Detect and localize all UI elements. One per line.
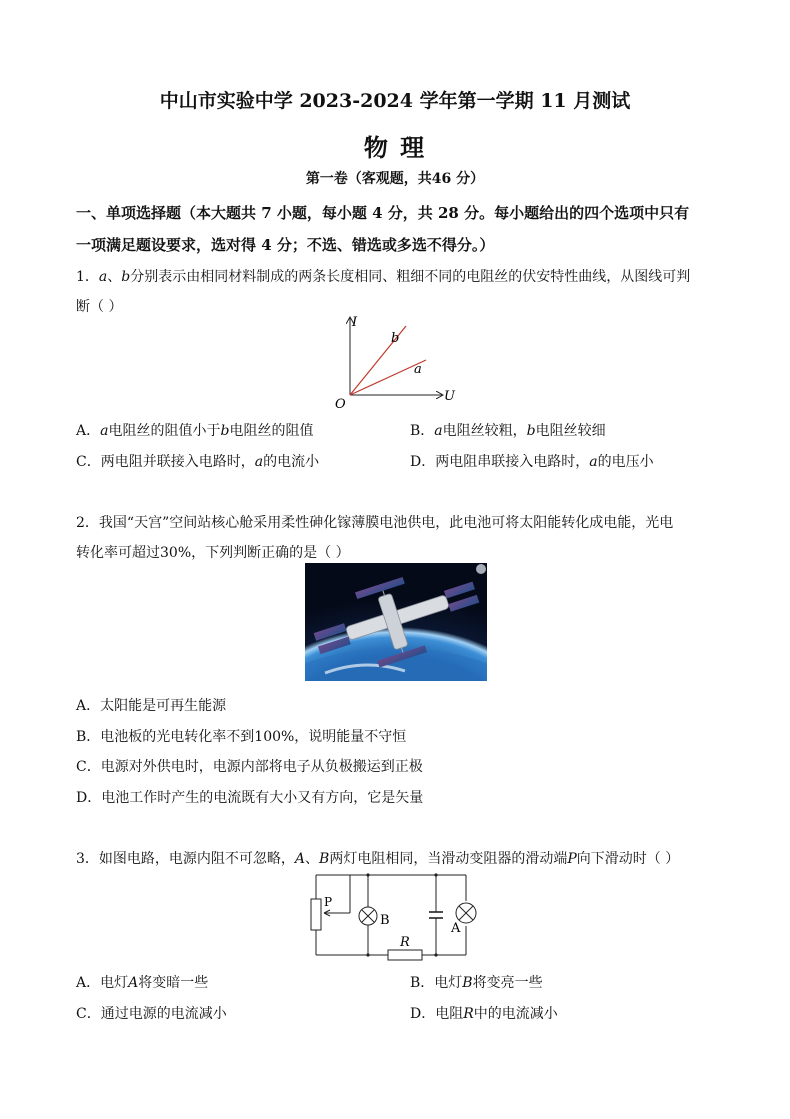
line-b-label: b bbox=[391, 331, 400, 346]
x-axis-label: U bbox=[444, 389, 455, 404]
origin-label: O bbox=[335, 397, 346, 412]
question-2-line2: 转化率可超过30%，下列判断正确的是（ ） bbox=[76, 545, 350, 561]
question-2-line1: 2．我国“天宫”空间站核心舱采用柔性砷化镓薄膜电池供电，此电池可将太阳能转化成电能，光电 bbox=[76, 515, 674, 531]
question-1-line1: 1．a、b分别表示由相同材料制成的两条长度相同、粗细不同的电阻丝的伏安特性曲线，从图线可判 bbox=[76, 269, 691, 285]
question-3-option-b: B．电灯B将变亮一些 bbox=[410, 975, 543, 991]
section-heading-line2: 一项满足题设要求，选对得 4 分；不选、错选或多选不得分。） bbox=[76, 236, 495, 254]
line-a-label: a bbox=[414, 362, 422, 377]
question-1-option-b: B．a电阻丝较粗，b电阻丝较细 bbox=[410, 423, 606, 439]
section-heading-line1: 一、单项选择题（本大题共 7 小题，每小题 4 分，共 28 分。每小题给出的四个选项中只有 bbox=[76, 204, 690, 222]
space-station-image bbox=[305, 563, 487, 681]
question-2-option-a: A．太阳能是可再生能源 bbox=[76, 698, 227, 714]
question-1-option-a: A．a电阻丝的阻值小于b电阻丝的阻值 bbox=[76, 423, 314, 439]
resistor-r bbox=[388, 950, 422, 960]
question-3-option-c: C．通过电源的电流减小 bbox=[76, 1006, 227, 1022]
question-3-option-d: D．电阻R中的电流减小 bbox=[410, 1006, 558, 1022]
question-2-option-b: B．电池板的光电转化率不到100%，说明能量不守恒 bbox=[76, 729, 407, 745]
question-3-option-a: A．电灯A将变暗一些 bbox=[76, 975, 209, 991]
question-1-option-c: C．两电阻并联接入电路时，a的电流小 bbox=[76, 454, 320, 470]
y-axis-label: I bbox=[352, 315, 358, 330]
resistor-label: R bbox=[400, 935, 410, 950]
question-1-option-d: D．两电阻串联接入电路时，a的电压小 bbox=[410, 454, 654, 470]
question-1-line2: 断（ ） bbox=[76, 299, 123, 315]
slider-label: P bbox=[324, 895, 333, 909]
lamp-b-label: B bbox=[380, 913, 390, 928]
subject-title: 物 理 bbox=[363, 133, 427, 162]
question-3-line1: 3．如图电路，电源内阻不可忽略，A、B两灯电阻相同，当滑动变阻器的滑动端P向下滑动时（ ） bbox=[76, 851, 680, 867]
question-2-option-d: D．电池工作时产生的电流既有大小又有方向，它是矢量 bbox=[76, 790, 424, 806]
volume-heading: 第一卷（客观题，共46 分） bbox=[305, 171, 485, 187]
iu-graph bbox=[330, 312, 460, 412]
lamp-a-label: A bbox=[451, 921, 461, 936]
rheostat bbox=[311, 899, 321, 930]
exam-title: 中山市实验中学 2023-2024 学年第一学期 11 月测试 bbox=[159, 90, 631, 112]
circuit-diagram bbox=[300, 866, 500, 966]
question-2-option-c: C．电源对外供电时，电源内部将电子从负极搬运到正极 bbox=[76, 759, 423, 775]
